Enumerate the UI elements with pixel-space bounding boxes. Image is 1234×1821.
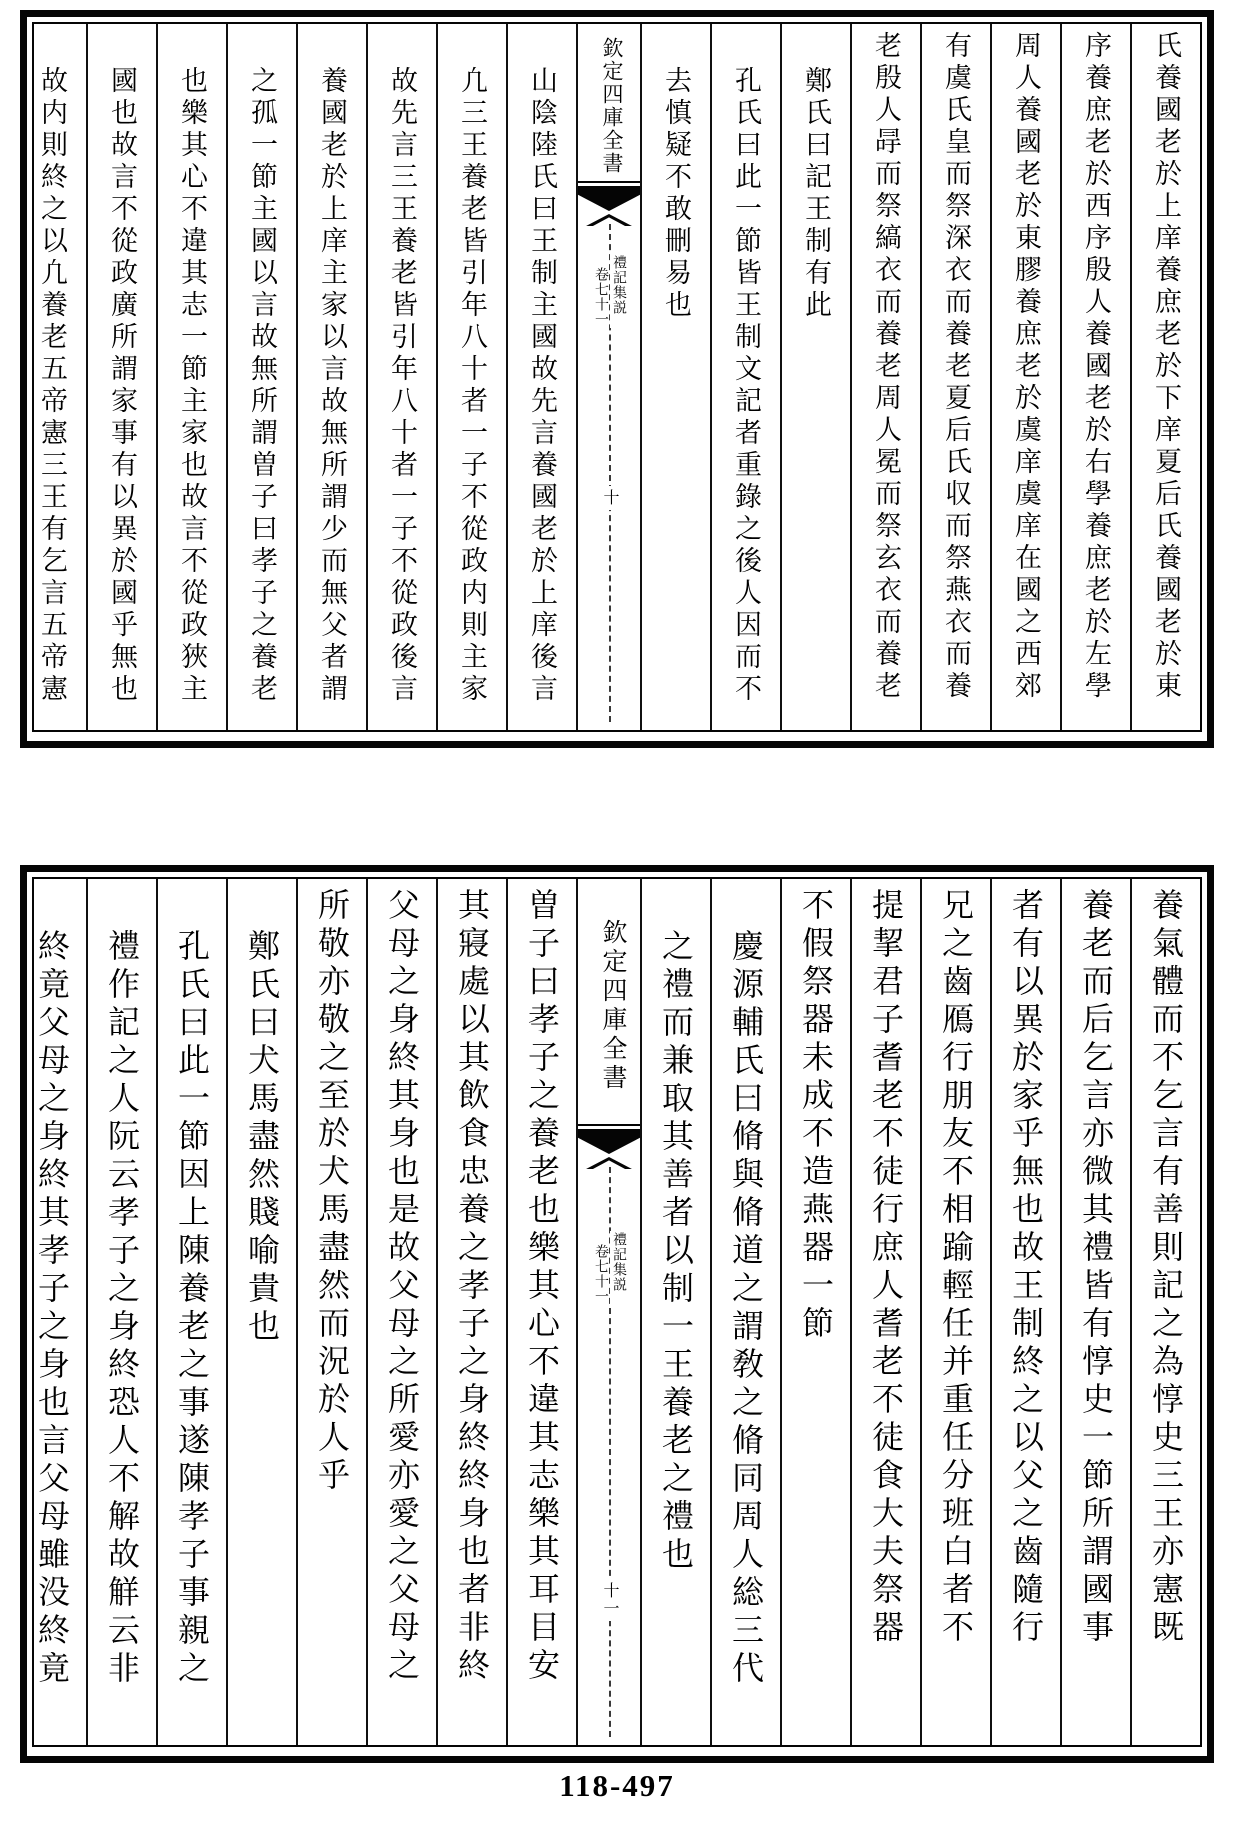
- text-column: 不假祭器未成不造燕器一節: [780, 879, 850, 1745]
- banxin-juan-label: 卷七十一: [593, 267, 608, 327]
- text-column: 曽子曰孝子之養老也樂其心不違其志樂其耳目安: [506, 879, 576, 1745]
- banxin-book-title: 禮記集説: [610, 254, 626, 328]
- commentary-column: 鄭氏曰記王制有此: [780, 24, 850, 730]
- commentary-column: 鄭氏曰犬馬盡然賤喻貴也: [226, 879, 296, 1745]
- text-column: 周人養國老於東膠養庶老於虞庠虞庠在國之西郊: [990, 24, 1060, 730]
- commentary-column: 故先言三王養老皆引年八十者一子不從政後言: [366, 24, 436, 730]
- banxin-juan-label: 卷七十一: [593, 1244, 608, 1304]
- commentary-column: 孔氏曰此一節因上陳養老之事遂陳孝子事親之: [156, 879, 226, 1745]
- banxin-book-info: [578, 254, 640, 328]
- bottom-page-text-area: [32, 877, 1202, 1747]
- folio-number: 十: [600, 486, 618, 510]
- folio-number: 十一: [600, 1579, 618, 1621]
- text-column: 其寢處以其飲食忠養之孝子之身終終身也者非終: [436, 879, 506, 1745]
- banxin-column: [576, 879, 640, 1745]
- text-column: 者有以異於家乎無也故王制終之以父之齒隨行: [990, 879, 1060, 1745]
- text-column: 父母之身終其身也是故父母之所愛亦愛之父母之: [366, 879, 436, 1745]
- commentary-column: 也樂其心不違其志一節主家也故言不從政狹主: [156, 24, 226, 730]
- text-column: 老殷人冔而祭縞衣而養老周人冕而祭玄衣而養老: [850, 24, 920, 730]
- commentary-column: 之禮而兼取其善者以制一王養老之禮也: [640, 879, 710, 1745]
- commentary-column: 孔氏曰此一節皆王制文記者重錄之後人因而不: [710, 24, 780, 730]
- fishtail-icon: [578, 186, 640, 211]
- text-column: 養氣體而不乞言有善則記之為惇史三王亦憲既: [1130, 879, 1200, 1745]
- commentary-column: 慶源輔氏曰脩與脩道之謂敎之脩同周人総三代: [710, 879, 780, 1745]
- page-number: 118-497: [559, 1768, 675, 1803]
- fishtail-icon: [578, 1129, 640, 1154]
- commentary-column: 凢三王養老皆引年八十者一子不從政内則主家: [436, 24, 506, 730]
- commentary-column: 之孤一節主國以言故無所謂曽子曰孝子之養老: [226, 24, 296, 730]
- text-column: 養老而后乞言亦微其禮皆有惇史一節所謂國事: [1060, 879, 1130, 1745]
- banxin-book-title: 禮記集説: [610, 1231, 626, 1305]
- commentary-column: 養國老於上庠主家以言故無所謂少而無父者謂: [296, 24, 366, 730]
- commentary-column: 山陰陸氏曰王制主國故先言養國老於上庠後言: [506, 24, 576, 730]
- text-column: 序養庶老於西序殷人養國老於右學養庶老於左學: [1060, 24, 1130, 730]
- text-column: 所敬亦敬之至於犬馬盡然而況於人乎: [296, 879, 366, 1745]
- banxin-book-info: [578, 1231, 640, 1305]
- top-page-text-area: [32, 22, 1202, 732]
- text-column: 氏養國老於上庠養庶老於下庠夏后氏養國老於東: [1130, 24, 1200, 730]
- text-column: 有虞氏皇而祭深衣而養老夏后氏収而祭燕衣而養: [920, 24, 990, 730]
- top-page-frame: [20, 10, 1214, 748]
- commentary-column: 故内則終之以凢養老五帝憲三王有乞言五帝憲: [37, 66, 67, 706]
- commentary-column: 終竟父母之身終其孝子之身也言父母雖没終竟: [34, 929, 70, 1689]
- text-column: 提挈君子耆老不徒行庶人耆老不徒食大夫祭器: [850, 879, 920, 1745]
- text-column: 兄之齒鴈行朋友不相踰輕任并重任分班白者不: [920, 879, 990, 1745]
- commentary-column: 去慎疑不敢刪易也: [640, 24, 710, 730]
- banxin-series-title: 欽定四庫全書: [578, 888, 640, 1126]
- bottom-page-frame: [20, 865, 1214, 1763]
- commentary-column: 國也故言不從政廣所謂家事有以異於國乎無也: [86, 24, 156, 730]
- banxin-column: [576, 24, 640, 730]
- commentary-column: 禮作記之人阮云孝子之身終恐人不解故觧云非: [86, 879, 156, 1745]
- banxin-series-title: 欽定四庫全書: [578, 31, 640, 183]
